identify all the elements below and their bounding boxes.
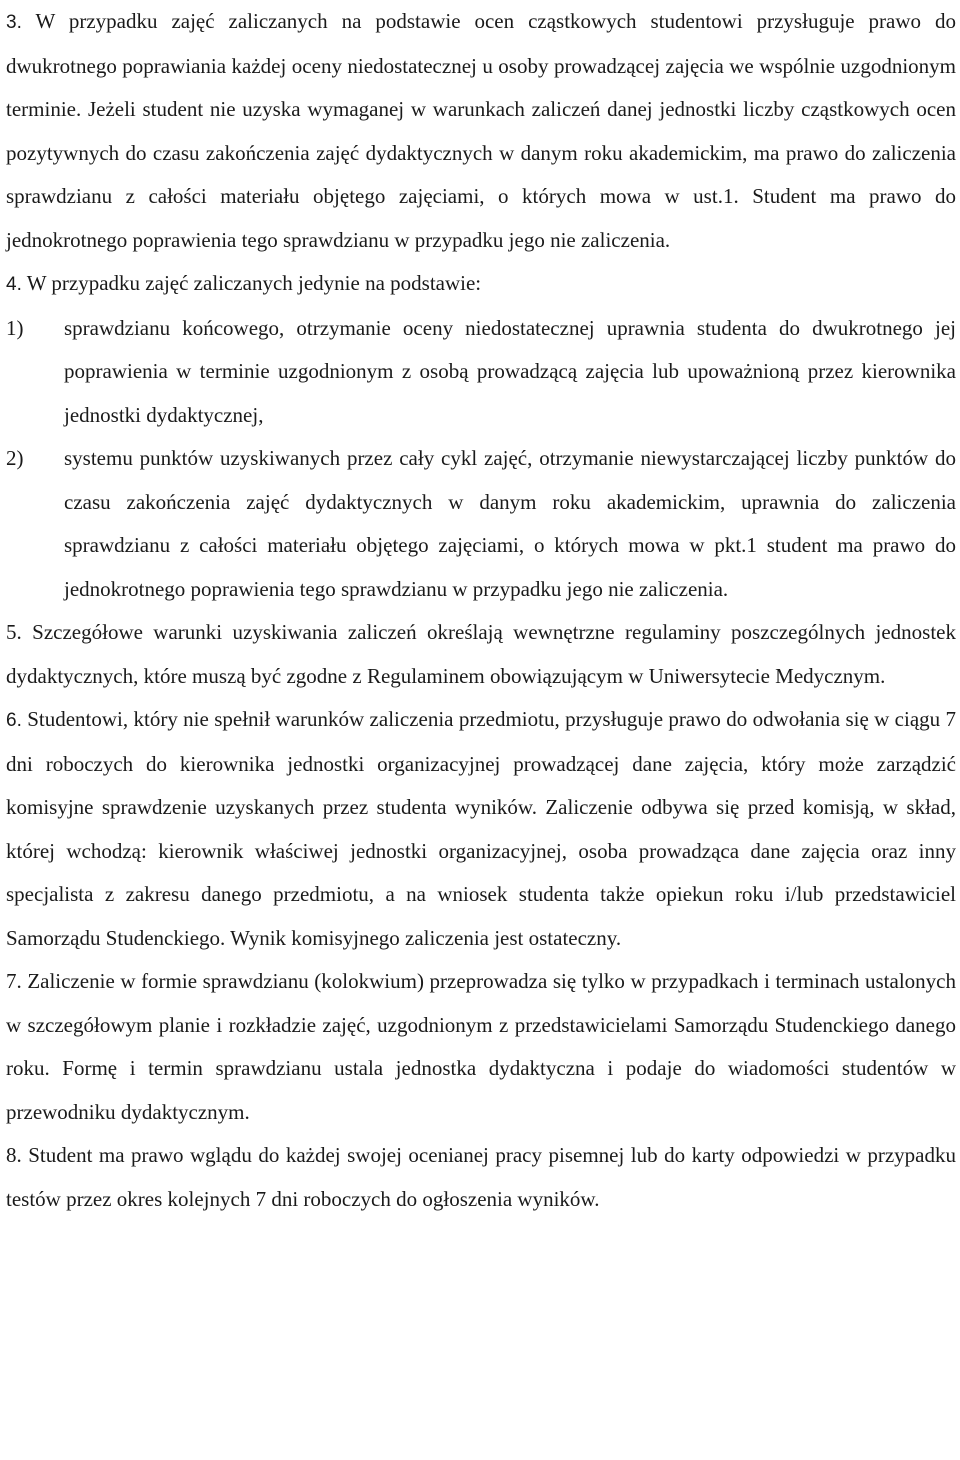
paragraph-4-item-1-number: 1) [6, 315, 24, 340]
paragraph-7-text: Zaliczenie w formie sprawdzianu (kolokwium) przeprowadza się tylko w przypadkach i terminach ustalonych w szczegółowym planie i rozkładzie zajęć, uzgodnionym z przedstawicielami Samorządu Studenckiego danego roku. Formę i termin sprawdzianu ustala jednostka dydaktyczna i podaje do wiadomości studentów w przewodniku dydaktycznym. [6, 969, 956, 1124]
paragraph-8-text: Student ma prawo wglądu do każdej swojej ocenianej pracy pisemnej lub do karty odpowiedzi w przypadku testów przez okres kolejnych 7 dni roboczych do ogłoszenia wyników. [6, 1143, 957, 1211]
paragraph-4-item-1-text: sprawdzianu końcowego, otrzymanie oceny niedostatecznej uprawnia studenta do dwukrotnego jej poprawienia w terminie uzgodnionym z osobą prowadzącą zajęcia lub upoważnioną przez kierownika jednostki dydaktycznej, [64, 315, 956, 427]
paragraph-4-text: W przypadku zajęć zaliczanych jedynie na podstawie: [26, 271, 482, 295]
paragraph-3 [6, 0, 956, 262]
paragraph-4-item-2 [6, 437, 956, 611]
paragraph-4-item-2-text: systemu punktów uzyskiwanych przez cały cykl zajęć, otrzymanie niewystarczającej liczby punktów do czasu zakończenia zajęć dydaktycznych w danym roku akademickim, uprawnia do zaliczenia sprawdzianu z całości materiału objętego zajęciami, o których mowa w pkt.1 student ma prawo do jednokrotnego poprawienia tego sprawdzianu w przypadku jego nie zaliczenia. [64, 446, 956, 601]
paragraph-7-number: 7. [6, 969, 22, 993]
paragraph-4-item-1 [6, 307, 956, 438]
paragraph-6-number: 6. [6, 710, 22, 731]
paragraph-6-text: Studentowi, który nie spełnił warunków zaliczenia przedmiotu, przysługuje prawo do odwołania się w ciągu 7 dni roboczych do kierownika jednostki organizacyjnej prowadzącej dane zajęcia, który może zarządzić komisyjne sprawdzenie uzyskanych przez studenta wyników. Zaliczenie odbywa się przed komisją, w skład, której wchodzą: kierownik właściwej jednostki organizacyjnej, osoba prowadząca dane zajęcia oraz inny specjalista z zakresu danego przedmiotu, a na wniosek studenta także opiekun roku i/lub przedstawiciel Samorządu Studenckiego. Wynik komisyjnego zaliczenia jest ostateczny. [6, 707, 956, 950]
paragraph-8-number: 8. [6, 1143, 22, 1167]
paragraph-5-number: 5. [6, 620, 22, 644]
paragraph-4-item-2-number: 2) [6, 446, 24, 470]
paragraph-5 [6, 611, 956, 698]
paragraph-5-text: Szczegółowe warunki uzyskiwania zaliczeń określają wewnętrzne regulaminy poszczególnych jednostek dydaktycznych, które muszą być zgodne z Regulaminem obowiązującym w Uniwersytecie Medycznym. [6, 620, 957, 688]
paragraph-3-text: W przypadku zajęć zaliczanych na podstawie ocen cząstkowych studentowi przysługuje prawo do dwukrotnego poprawiania każdej oceny niedostatecznej u osoby prowadzącej zajęcia we wspólnie uzgodnionym terminie. Jeżeli student nie uzyska wymaganej w warunkach zaliczeń danej jednostki liczby cząstkowych ocen pozytywnych do czasu zakończenia zajęć dydaktycznych w danym roku akademickim, ma prawo do zaliczenia sprawdzianu z całości materiału objętego zajęciami, o których mowa w ust.1. Student ma prawo do jednokrotnego poprawienia tego sprawdzianu w przypadku jego nie zaliczenia. [6, 9, 956, 252]
paragraph-4-number: 4. [6, 274, 22, 295]
paragraph-3-number: 3. [6, 12, 22, 33]
paragraph-8 [6, 1134, 956, 1221]
paragraph-6 [6, 698, 956, 960]
document-page [6, 0, 956, 1221]
paragraph-7 [6, 960, 956, 1134]
paragraph-4 [6, 262, 956, 307]
